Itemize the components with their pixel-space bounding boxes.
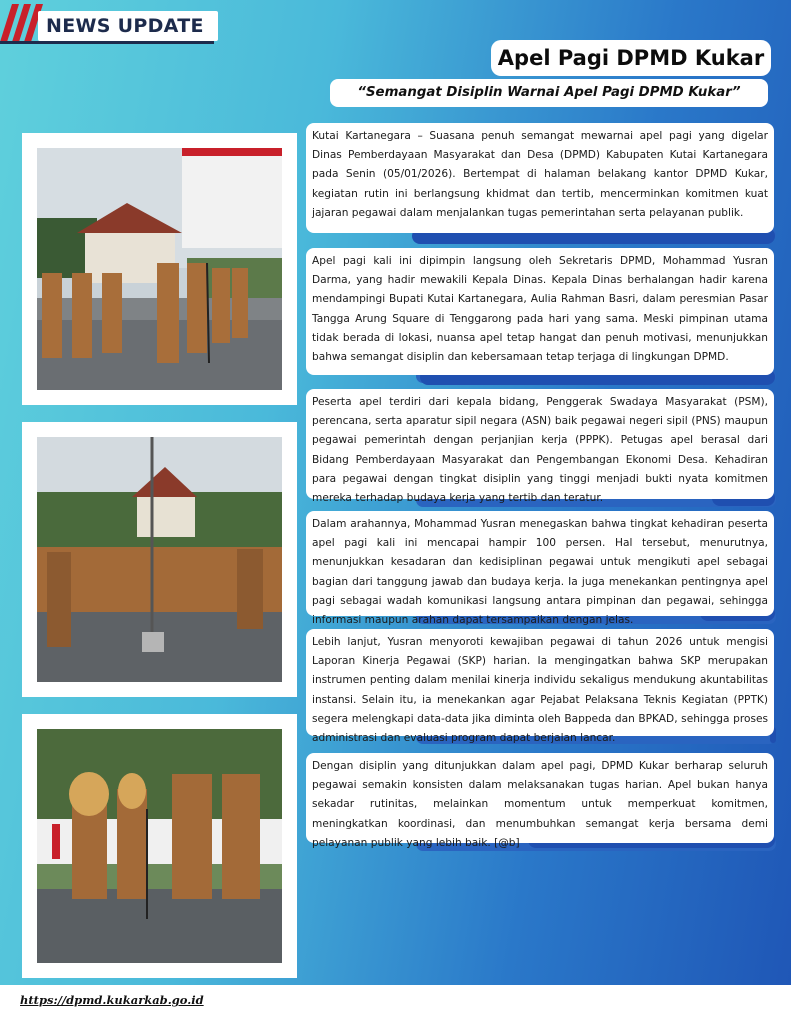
badge-underline bbox=[0, 41, 214, 44]
photo-apel-1-image bbox=[37, 148, 282, 390]
article-paragraph-2: Apel pagi kali ini dipimpin langsung oleh Sekretaris DPMD, Mohammad Yusran Darma, yang hadir mewakili Kepala Dinas. Kepala Dinas berhalangan hadir karena mendampingi Bupati Kutai Kartanegara, Aulia Rahman Basri, dalam peresmian Pasar Tangga Arung Square di Tenggarong pada hari yang sama. Meski pimpinan utama tidak berada di lokasi, nuansa apel tetap hangat dan penuh motivasi, menunjukkan bahwa semangat disiplin dan kebersamaan tetap terjaga di lingkungan DPMD. bbox=[306, 248, 774, 375]
article-paragraph-1: Kutai Kartanegara – Suasana penuh semangat mewarnai apel pagi yang digelar Dinas Pemberdayaan Masyarakat dan Desa (DPMD) Kabupaten Kutai Kartanegara pada Senin (05/01/2026). Bertempat di halaman belakang kantor DPMD Kukar, kegiatan rutin ini berlangsung khidmat dan tertib, mencerminkan komitmen kuat jajaran pegawai dalam menjalankan tugas pemerintahan serta pelayanan publik. bbox=[306, 123, 774, 233]
article-paragraph-3: Peserta apel terdiri dari kepala bidang, Penggerak Swadaya Masyarakat (PSM), perencana, serta aparatur sipil negara (ASN) baik pegawai negeri sipil (PNS) maupun pegawai pemerintah dengan perjanjian kerja (PPPK). Petugas apel berasal dari Bidang Pemberdayaan Masyarakat dan Pengembangan Ekonomi Desa. Kehadiran para pegawai dengan tingkat disiplin yang tinggi menjadi bukti nyata komitmen mereka terhadap budaya kerja yang tertib dan teratur. bbox=[306, 389, 774, 499]
article-paragraph-6: Dengan disiplin yang ditunjukkan dalam apel pagi, DPMD Kukar berharap seluruh pegawai semakin konsisten dalam melaksanakan tugas harian. Apel bukan hanya sekadar rutinitas, melainkan momentum untuk memperkuat komitmen, meningkatkan koordinasi, dan menumbuhkan semangat kerja bersama demi pelayanan publik yang lebih baik. [@b] bbox=[306, 753, 774, 843]
page-title: Apel Pagi DPMD Kukar bbox=[491, 40, 771, 76]
photo-apel-1 bbox=[22, 133, 297, 405]
photo-apel-3-image bbox=[37, 729, 282, 963]
article-paragraph-5: Lebih lanjut, Yusran menyoroti kewajiban pegawai di tahun 2026 untuk mengisi Laporan Kinerja Pegawai (SKP) harian. Ia mengingatkan bahwa SKP merupakan instrumen penting dalam menilai kinerja individu sekaligus mendukung akuntabilitas instansi. Selain itu, ia menekankan agar Pejabat Pelaksana Teknis Kegiatan (PPTK) segera melengkapi data-data jika diminta oleh Bappeda dan BPKAD, sehingga proses administrasi dan evaluasi program dapat berjalan lancar. bbox=[306, 629, 774, 736]
article-paragraph-4: Dalam arahannya, Mohammad Yusran menegaskan bahwa tingkat kehadiran peserta apel pagi kali ini mencapai hampir 100 persen. Hal tersebut, menurutnya, menunjukkan kesadaran dan kedisiplinan pegawai untuk mengikuti apel sebagai bagian dari tanggung jawab dan budaya kerja. Ia juga menekankan pentingnya apel pagi sebagai wadah komunikasi langsung antara pimpinan dan pegawai, sehingga informasi maupun arahan dapat tersampaikan dengan jelas. bbox=[306, 511, 774, 616]
news-update-badge: NEWS UPDATE bbox=[38, 11, 218, 41]
photo-apel-3 bbox=[22, 714, 297, 978]
website-link[interactable]: https://dpmd.kukarkab.go.id bbox=[20, 993, 204, 1007]
photo-apel-2 bbox=[22, 422, 297, 697]
page-subtitle: “Semangat Disiplin Warnai Apel Pagi DPMD Kukar” bbox=[330, 79, 768, 107]
photo-apel-2-image bbox=[37, 437, 282, 682]
